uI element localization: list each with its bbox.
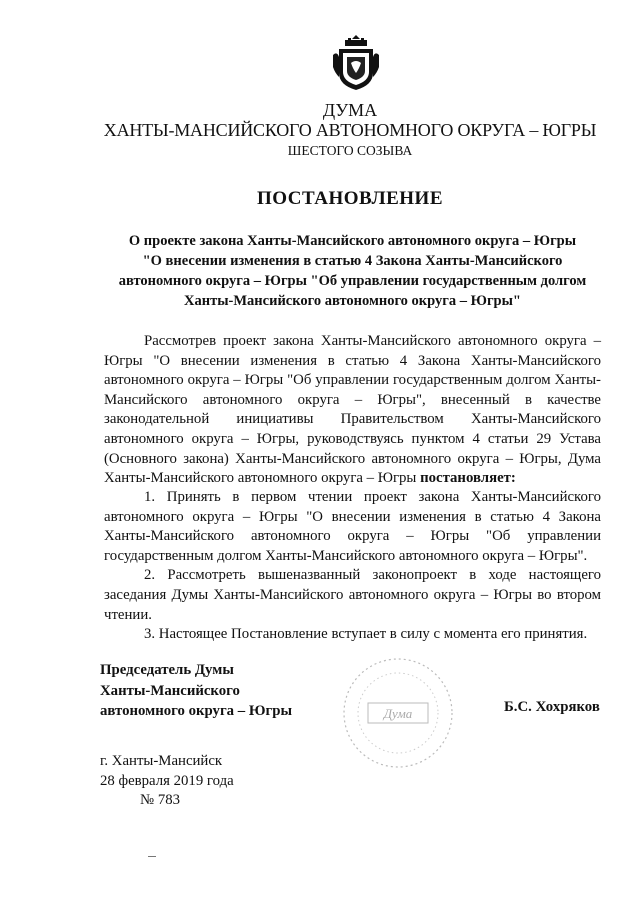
resolution-verb: постановляет:	[420, 470, 516, 487]
preamble-text: Рассмотрев проект закона Ханты-Мансийского автономного округа – Югры "О внесении изменения в статью 4 Закона Ханты-Мансийского автономного округа – Югры "Об управлении государственным долгом Ханты-Мансийского автономного округа – Югры", внесенный в качестве законодательной инициативы Правительством Ханты-Мансийского автономного округа – Югры, руководствуясь пунктом 4 статьи 29 Устава (Основного закона) Ханты-Мансийского автономного округа – Югры, Дума Ханты-Мансийского автономного округа – Югры	[104, 333, 601, 487]
document-subject	[110, 231, 595, 311]
org-convocation: ШЕСТОГО СОЗЫВА	[287, 143, 413, 158]
resolution-items	[104, 488, 601, 645]
signatory-title	[100, 660, 292, 722]
issue-details	[100, 752, 234, 811]
scan-mark	[148, 856, 156, 857]
signatory-title-line: Председатель Думы	[100, 662, 234, 678]
signatory-name: Б.С. Хохряков	[504, 699, 600, 715]
resolution-item: 2. Рассмотреть вышеназванный законопроект в ходе настоящего заседания Думы Ханты-Мансийского автономного округа – Югры во втором чтении.	[104, 567, 601, 623]
preamble-paragraph	[104, 332, 601, 489]
coat-of-arms-icon	[333, 33, 379, 93]
subject-line: автономного округа – Югры "Об управлении государственным долгом	[118, 273, 587, 289]
resolution-item: 1. Принять в первом чтении проект закона Ханты-Мансийского автономного округа – Югры "О внесении изменения в статью 4 Закона Ханты-Мансийского автономного округа – Югры "Об управлении государственным долгом Ханты-Мансийского автономного округа – Югры".	[104, 489, 601, 564]
issue-date: 28 февраля 2019 года	[100, 772, 234, 789]
subject-line: О проекте закона Ханты-Мансийского автономного округа – Югры	[128, 233, 577, 249]
document-number: № 783	[140, 792, 181, 808]
org-name-line1: ДУМА	[322, 100, 378, 120]
subject-line: Ханты-Мансийского автономного округа – Югры"	[184, 293, 521, 309]
signatory-title-line: автономного округа – Югры	[100, 703, 293, 719]
document-type-title: ПОСТАНОВЛЕНИЕ	[256, 188, 444, 209]
official-stamp	[338, 653, 458, 773]
org-name-line2: ХАНТЫ-МАНСИЙСКОГО АВТОНОМНОГО ОКРУГА – ЮГРЫ	[103, 120, 597, 140]
resolution-item: 3. Настоящее Постановление вступает в силу с момента его принятия.	[144, 626, 588, 643]
signatory-title-line: Ханты-Мансийского	[100, 682, 240, 699]
issue-city: г. Ханты-Мансийск	[100, 753, 223, 769]
svg-text:Дума: Дума	[383, 706, 413, 721]
subject-line: "О внесении изменения в статью 4 Закона Ханты-Мансийского	[142, 253, 563, 269]
